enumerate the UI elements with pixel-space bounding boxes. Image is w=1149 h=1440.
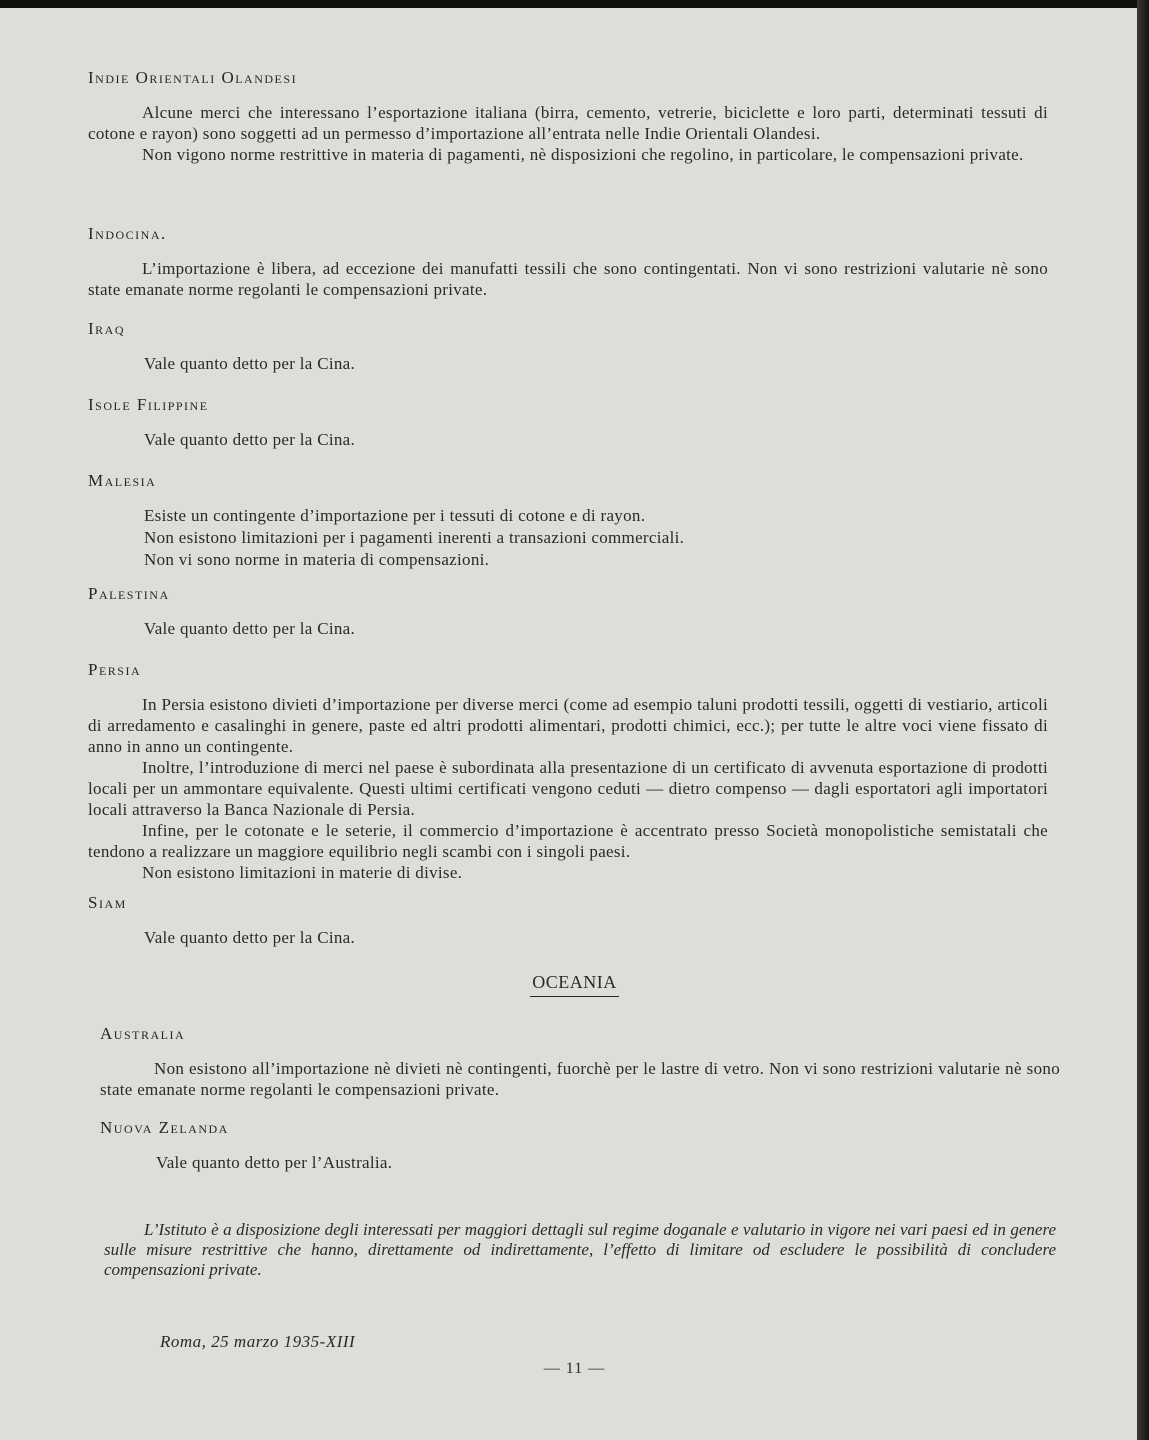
- paragraph: L’importazione è libera, ad eccezione dei manufatti tessili che sono contingentati. Non vi sono restrizioni valutarie nè sono state emanate norme regolanti le compensazioni private.: [88, 259, 1048, 299]
- closing-note: L’Istituto è a disposizione degli interessati per maggiori dettagli sul regime doganale e valutario in vigore nei vari paesi ed in genere sulle misure restrittive che hanno, direttamente od indirettamente, l’effetto di limitare od escludere le possibilità di concludere compensazioni private.: [104, 1220, 1056, 1279]
- line: Vale quanto detto per la Cina.: [144, 430, 356, 449]
- section-heading: Indocina.: [88, 224, 167, 243]
- line: Vale quanto detto per l’Australia.: [156, 1153, 393, 1172]
- paragraph: In Persia esistono divieti d’importazione per diverse merci (come ad esempio taluni prodotti tessili, oggetti di vestiario, articoli di arredamento e casalinghi in genere, paste ed altri prodotti alimentari, prodotti chimici, ecc.); per tutte le altre voci viene fissato di anno in anno un contingente.: [88, 695, 1048, 756]
- section-heading: Malesia: [88, 471, 157, 490]
- section-malesia: [88, 471, 1048, 571]
- section-heading: Persia: [88, 660, 142, 679]
- line: Non esistono limitazioni per i pagamenti inerenti a transazioni commerciali.: [144, 528, 685, 547]
- section-heading: Palestina: [88, 584, 170, 603]
- scan-edge-top: [0, 0, 1137, 8]
- line: Vale quanto detto per la Cina.: [144, 354, 356, 373]
- section-australia: [100, 1024, 1060, 1100]
- line: Non vi sono norme in materia di compensazioni.: [144, 550, 490, 569]
- paragraph: Non esistono all’importazione nè divieti nè contingenti, fuorchè per le lastre di vetro. Non vi sono restrizioni valutarie nè sono state emanate norme regolanti le compensazioni private.: [100, 1059, 1060, 1099]
- paragraph: Inoltre, l’introduzione di merci nel paese è subordinata alla presentazione di un certificato di avvenuta esportazione di prodotti locali per un ammontare equivalente. Questi ultimi certificati vengono ceduti — dietro compenso — dagli esportatori agli importatori locali attraverso la Banca Nazionale di Persia.: [88, 758, 1048, 819]
- paragraph: Non vigono norme restrittive in materia di pagamenti, nè disposizioni che regolino, in particolare, le compensazioni private.: [142, 145, 1024, 164]
- section-indie-orientali-olandesi: [88, 68, 1048, 165]
- section-siam: [88, 893, 1048, 949]
- page-number: — 11 —: [543, 1360, 606, 1377]
- section-iraq: [88, 319, 1048, 375]
- signoff-date: Roma, 25 marzo 1935-XIII: [160, 1332, 356, 1351]
- paragraph: Non esistono limitazioni in materie di divise.: [142, 863, 463, 882]
- section-nuova-zelanda: [100, 1118, 1060, 1174]
- section-persia: [88, 660, 1048, 883]
- line: Vale quanto detto per la Cina.: [144, 928, 356, 947]
- line: Esiste un contingente d’importazione per i tessuti di cotone e di rayon.: [144, 506, 646, 525]
- section-heading: Indie Orientali Olandesi: [88, 68, 298, 87]
- section-heading: Australia: [100, 1024, 186, 1043]
- paragraph: Alcune merci che interessano l’esportazione italiana (birra, cemento, vetrerie, biciclette e loro parti, determinati tessuti di cotone e rayon) sono soggetti ad un permesso d’importazione all’entrata nelle Indie Orientali Olandesi.: [88, 103, 1048, 143]
- section-palestina: [88, 584, 1048, 640]
- section-heading: Nuova Zelanda: [100, 1118, 229, 1137]
- section-indocina: [88, 224, 1048, 300]
- section-heading: Siam: [88, 893, 127, 912]
- section-isole-filippine: [88, 395, 1048, 451]
- line: Vale quanto detto per la Cina.: [144, 619, 356, 638]
- document-page: [0, 8, 1137, 1440]
- oceania-title: [0, 972, 1149, 997]
- scan-edge-right: [1137, 0, 1149, 1440]
- oceania-title-text: OCEANIA: [530, 972, 619, 997]
- section-heading: Isole Filippine: [88, 395, 209, 414]
- paragraph: Infine, per le cotonate e le seterie, il commercio d’importazione è accentrato presso Società monopolistiche semistatali che tendono a realizzare un maggiore equilibrio negli scambi con i singoli paesi.: [88, 821, 1048, 861]
- section-heading: Iraq: [88, 319, 125, 338]
